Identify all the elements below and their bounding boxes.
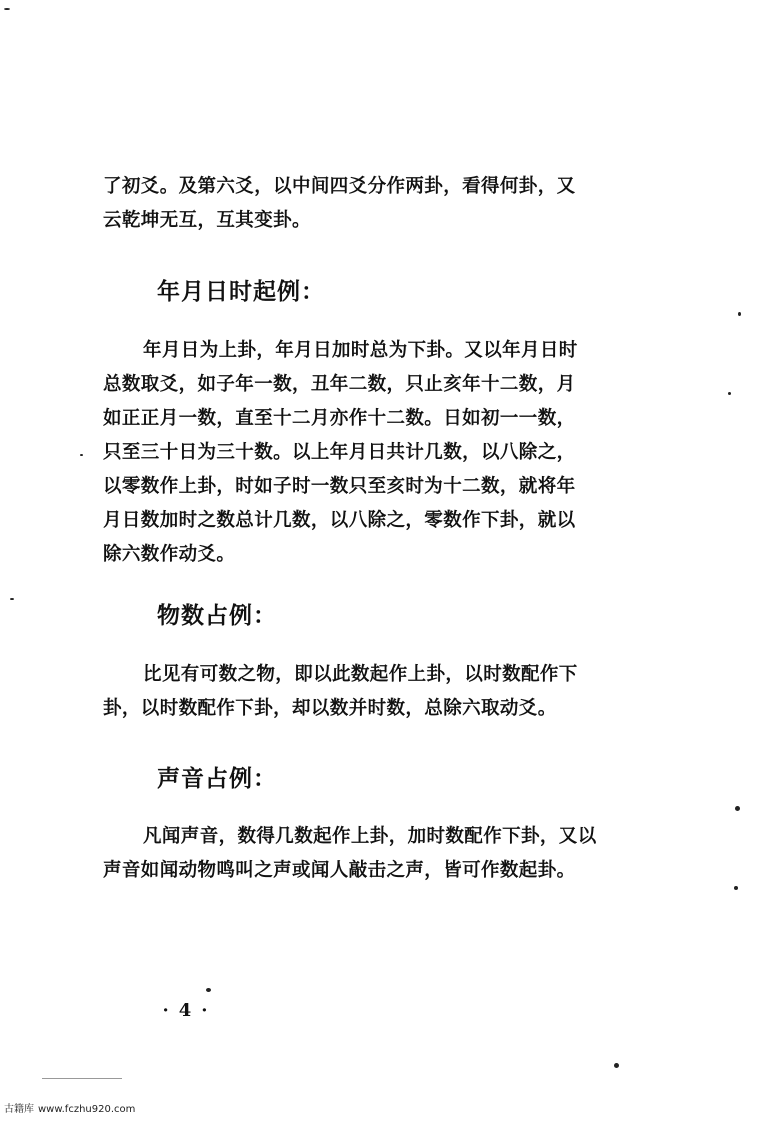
paragraph-2-line: 只至三十日为三十数。以上年月日共计几数，以八除之， <box>103 442 576 463</box>
scan-speck <box>10 598 14 600</box>
footer-watermark <box>4 1100 135 1115</box>
paragraph-4-line: 凡闻声音，数得几数起作上卦，加时数配作下卦，又以 <box>143 826 597 847</box>
paragraph-2-line: 如正正月一数，直至十二月亦作十二数。日如初一一数， <box>103 408 576 429</box>
heading-sound: 声音占例： <box>157 766 277 792</box>
scan-speck <box>738 312 741 316</box>
scan-speck <box>728 392 731 395</box>
paragraph-4-line: 声音如闻动物鸣叫之声或闻人敲击之声，皆可作数起卦。 <box>103 860 576 881</box>
paragraph-2-line: 以零数作上卦，时如子时一数只至亥时为十二数，就将年 <box>103 476 576 497</box>
heading-object-count: 物数占例： <box>157 603 277 629</box>
paragraph-1 <box>103 170 643 238</box>
paragraph-1-line: 了初爻。及第六爻，以中间四爻分作两卦，看得何卦，又 <box>103 176 576 197</box>
heading-year-month-day: 年月日时起例： <box>157 279 325 305</box>
footer-url: www.fczhu920.com <box>38 1104 136 1115</box>
scan-speck <box>42 1078 122 1079</box>
scan-speck <box>80 454 83 456</box>
scan-speck <box>4 8 10 10</box>
paragraph-2-line: 月日数加时之数总计几数，以八除之，零数作下卦，就以 <box>103 510 576 531</box>
scan-speck <box>614 1063 619 1068</box>
scan-speck <box>206 988 211 992</box>
scan-speck <box>734 886 738 890</box>
page-number: ·4· <box>162 1000 218 1021</box>
paragraph-2-line: 年月日为上卦，年月日加时总为下卦。又以年月日时 <box>143 340 578 361</box>
paragraph-2-line: 总数取爻，如子年一数，丑年二数，只止亥年十二数，月 <box>103 374 576 395</box>
paragraph-3-line: 比见有可数之物，即以此数起作上卦，以时数配作下 <box>143 664 578 685</box>
paragraph-3-line: 卦，以时数配作下卦，却以数并时数，总除六取动爻。 <box>103 698 557 719</box>
paragraph-1-line: 云乾坤无互，互其变卦。 <box>103 210 311 231</box>
paragraph-2 <box>103 334 643 572</box>
paragraph-3 <box>103 658 643 726</box>
paragraph-2-line: 除六数作动爻。 <box>103 544 236 565</box>
scan-speck <box>735 806 740 811</box>
footer-site-name: 古籍库 <box>4 1104 34 1115</box>
paragraph-4 <box>103 820 643 888</box>
